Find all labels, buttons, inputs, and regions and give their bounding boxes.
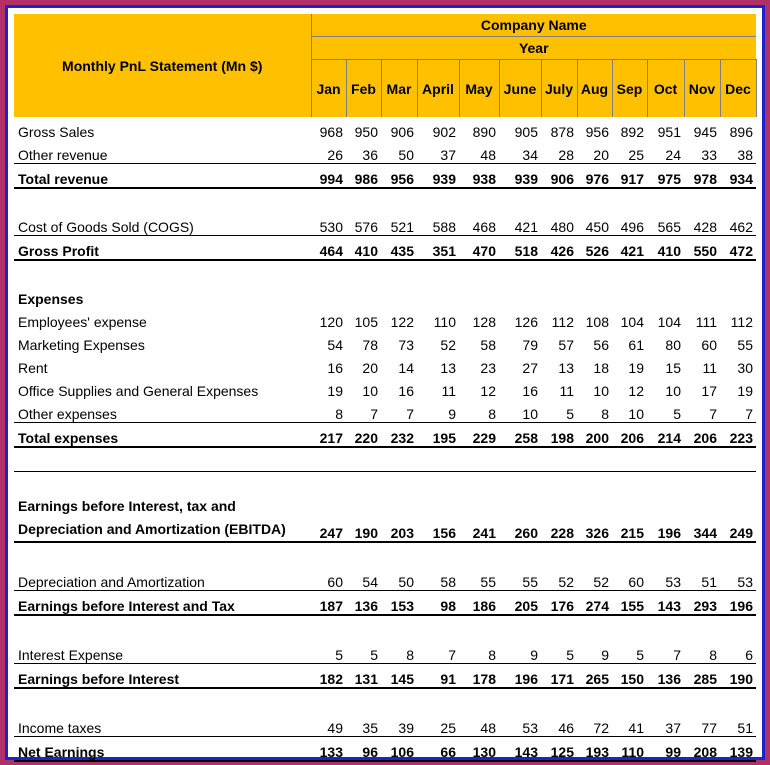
- cell-value: 975: [647, 164, 684, 189]
- cell-value: 198: [541, 423, 577, 448]
- cell-value: 7: [673, 647, 681, 663]
- cell-value: 13: [558, 360, 574, 376]
- row-label: Rent: [18, 360, 48, 376]
- cell-value: 203: [390, 525, 414, 541]
- cell-value: 215: [620, 525, 644, 541]
- table-row: [14, 591, 756, 616]
- cell-value: 35: [362, 720, 378, 736]
- cell-value: 938: [459, 164, 499, 189]
- cell-value: 49: [327, 720, 343, 736]
- cell-value: 24: [665, 147, 681, 163]
- cell-value: 54: [362, 574, 378, 590]
- cell-value: 13: [440, 360, 456, 376]
- expenses-heading: Expenses: [18, 291, 84, 307]
- cell-value: 52: [440, 337, 456, 353]
- cell-value: 48: [480, 720, 496, 736]
- cell-value: 66: [417, 737, 459, 762]
- cell-value: 18: [593, 360, 609, 376]
- cell-value: 249: [729, 525, 753, 541]
- cell-value: 25: [628, 147, 644, 163]
- cell-value: 200: [577, 423, 612, 448]
- cell-value: 26: [327, 147, 343, 163]
- row-label: Employees' expense: [18, 314, 147, 330]
- cell-value: 130: [459, 737, 499, 762]
- cell-value: 14: [398, 360, 414, 376]
- cell-value: 122: [390, 314, 414, 330]
- cell-value: 25: [440, 720, 456, 736]
- table-row: [14, 495, 756, 542]
- cell-value: 36: [362, 147, 378, 163]
- cell-value: 28: [558, 147, 574, 163]
- cell-value: 214: [647, 423, 684, 448]
- cell-value: 470: [459, 236, 499, 261]
- cell-value: 186: [459, 591, 499, 616]
- cell-value: 480: [550, 219, 574, 235]
- cell-value: 96: [346, 737, 381, 762]
- row-label: Other revenue: [18, 147, 108, 163]
- cell-value: 496: [620, 219, 644, 235]
- cell-value: 34: [522, 147, 538, 163]
- cell-value: 5: [673, 406, 681, 422]
- cell-value: 20: [362, 360, 378, 376]
- month-header: Aug: [577, 60, 612, 118]
- cell-value: 206: [684, 423, 720, 448]
- month-header: Jan: [311, 60, 346, 118]
- month-header: May: [459, 60, 499, 118]
- cell-value: 12: [628, 383, 644, 399]
- cell-value: 30: [737, 360, 753, 376]
- cell-value: 588: [432, 219, 456, 235]
- cell-value: 934: [720, 164, 756, 189]
- cell-value: 8: [601, 406, 609, 422]
- cell-value: 99: [647, 737, 684, 762]
- cell-value: 6: [745, 647, 753, 663]
- row-label: Other expenses: [18, 406, 117, 422]
- month-header: July: [541, 60, 577, 118]
- cell-value: 11: [702, 360, 717, 376]
- cell-value: 951: [657, 124, 681, 140]
- row-label: Net Earnings: [14, 737, 311, 762]
- cell-value: 37: [665, 720, 681, 736]
- cell-value: 247: [319, 525, 343, 541]
- cell-value: 104: [657, 314, 681, 330]
- cell-value: 60: [701, 337, 717, 353]
- cell-value: 550: [684, 236, 720, 261]
- cell-value: 241: [472, 525, 496, 541]
- cell-value: 8: [488, 406, 496, 422]
- ebitda-label-line2: Depreciation and Amortization (EBITDA): [18, 521, 286, 537]
- cell-value: 265: [577, 664, 612, 689]
- cell-value: 939: [417, 164, 459, 189]
- cell-value: 7: [745, 406, 753, 422]
- cell-value: 128: [472, 314, 496, 330]
- month-header: Dec: [720, 60, 756, 118]
- cell-value: 33: [701, 147, 717, 163]
- cell-value: 260: [514, 525, 538, 541]
- cell-value: 530: [319, 219, 343, 235]
- table-row: [14, 737, 756, 762]
- cell-value: 60: [628, 574, 644, 590]
- month-header: Nov: [684, 60, 720, 118]
- cell-value: 171: [541, 664, 577, 689]
- cell-value: 10: [665, 383, 681, 399]
- table-row: [14, 164, 756, 189]
- cell-value: 108: [585, 314, 609, 330]
- cell-value: 285: [684, 664, 720, 689]
- cell-value: 428: [693, 219, 717, 235]
- cell-value: 16: [398, 383, 414, 399]
- cell-value: 60: [327, 574, 343, 590]
- cell-value: 182: [311, 664, 346, 689]
- table-row: [14, 615, 756, 664]
- row-label: Income taxes: [18, 720, 102, 736]
- cell-value: 10: [522, 406, 538, 422]
- row-label: Interest Expense: [18, 647, 124, 663]
- cell-value: 196: [657, 525, 681, 541]
- cell-value: 55: [522, 574, 538, 590]
- cell-value: 38: [737, 147, 753, 163]
- cell-value: 56: [593, 337, 609, 353]
- cell-value: 193: [577, 737, 612, 762]
- table-row: [14, 353, 756, 376]
- cell-value: 131: [346, 664, 381, 689]
- cell-value: 187: [311, 591, 346, 616]
- cell-value: 8: [488, 647, 496, 663]
- cell-value: 896: [729, 124, 753, 140]
- cell-value: 39: [398, 720, 414, 736]
- cell-value: 190: [720, 664, 756, 689]
- cell-value: 111: [695, 314, 717, 330]
- cell-value: 16: [522, 383, 538, 399]
- cell-value: 58: [480, 337, 496, 353]
- cell-value: 155: [612, 591, 647, 616]
- cell-value: 576: [354, 219, 378, 235]
- cell-value: 917: [612, 164, 647, 189]
- cell-value: 9: [601, 647, 609, 663]
- cell-value: 16: [327, 360, 343, 376]
- cell-value: 153: [381, 591, 417, 616]
- cell-value: 104: [620, 314, 644, 330]
- cell-value: 208: [684, 737, 720, 762]
- cell-value: 351: [417, 236, 459, 261]
- cell-value: 228: [550, 525, 574, 541]
- cell-value: 126: [514, 314, 538, 330]
- row-label: Gross Profit: [14, 236, 311, 261]
- cell-value: 19: [737, 383, 753, 399]
- row-label: Total expenses: [14, 423, 311, 448]
- cell-value: 994: [311, 164, 346, 189]
- cell-value: 229: [459, 423, 499, 448]
- cell-value: 41: [628, 720, 644, 736]
- table-row: [14, 542, 756, 591]
- cell-value: 51: [701, 574, 717, 590]
- cell-value: 293: [684, 591, 720, 616]
- cell-value: 136: [647, 664, 684, 689]
- cell-value: 521: [390, 219, 414, 235]
- cell-value: 112: [551, 314, 574, 330]
- table-row: [14, 117, 756, 140]
- pnl-table: [14, 14, 757, 762]
- year-label: Year: [311, 37, 756, 60]
- cell-value: 73: [398, 337, 414, 353]
- statement-title: Monthly PnL Statement (Mn $): [14, 14, 311, 117]
- cell-value: 19: [327, 383, 343, 399]
- cell-value: 468: [472, 219, 496, 235]
- cell-value: 176: [541, 591, 577, 616]
- row-label: Office Supplies and General Expenses: [18, 383, 259, 399]
- cell-value: 956: [585, 124, 609, 140]
- cell-value: 8: [335, 406, 343, 422]
- cell-value: 565: [657, 219, 681, 235]
- cell-value: 52: [593, 574, 609, 590]
- table-row: [14, 212, 756, 236]
- cell-value: 110: [433, 314, 456, 330]
- cell-value: 472: [720, 236, 756, 261]
- cell-value: 53: [737, 574, 753, 590]
- month-header: Sep: [612, 60, 647, 118]
- table-row: [14, 236, 756, 261]
- cell-value: 426: [541, 236, 577, 261]
- cell-value: 9: [448, 406, 456, 422]
- cell-value: 10: [628, 406, 644, 422]
- cell-value: 190: [354, 525, 378, 541]
- cell-value: 986: [346, 164, 381, 189]
- month-header: June: [499, 60, 541, 118]
- cell-value: 8: [709, 647, 717, 663]
- cell-value: 48: [480, 147, 496, 163]
- cell-value: 5: [636, 647, 644, 663]
- cell-value: 12: [480, 383, 496, 399]
- cell-value: 8: [406, 647, 414, 663]
- cell-value: 223: [720, 423, 756, 448]
- cell-value: 5: [566, 406, 574, 422]
- cell-value: 410: [647, 236, 684, 261]
- cell-value: 23: [480, 360, 496, 376]
- cell-value: 196: [499, 664, 541, 689]
- cell-value: 55: [737, 337, 753, 353]
- cell-value: 61: [628, 337, 644, 353]
- cell-value: 120: [319, 314, 343, 330]
- cell-value: 178: [459, 664, 499, 689]
- month-header: April: [417, 60, 459, 118]
- cell-value: 50: [398, 147, 414, 163]
- table-row: [14, 307, 756, 330]
- month-header: Mar: [381, 60, 417, 118]
- month-header: Feb: [346, 60, 381, 118]
- cell-value: 7: [709, 406, 717, 422]
- cell-value: 7: [406, 406, 414, 422]
- cell-value: 37: [440, 147, 456, 163]
- cell-value: 892: [620, 124, 644, 140]
- cell-value: 945: [693, 124, 717, 140]
- row-label: Marketing Expenses: [18, 337, 145, 353]
- cell-value: 53: [665, 574, 681, 590]
- cell-value: 106: [381, 737, 417, 762]
- cell-value: 906: [541, 164, 577, 189]
- cell-value: 139: [720, 737, 756, 762]
- cell-value: 58: [440, 574, 456, 590]
- cell-value: 344: [693, 525, 717, 541]
- cell-value: 518: [499, 236, 541, 261]
- row-label: Earnings before Interest: [14, 664, 311, 689]
- cell-value: 421: [612, 236, 647, 261]
- cell-value: 217: [311, 423, 346, 448]
- cell-value: 19: [628, 360, 644, 376]
- row-label: Earnings before Interest and Tax: [14, 591, 311, 616]
- table-row: [14, 399, 756, 423]
- cell-value: 978: [684, 164, 720, 189]
- ebitda-label-line1: Earnings before Interest, tax and: [18, 498, 236, 514]
- cell-value: 410: [346, 236, 381, 261]
- cell-value: 205: [499, 591, 541, 616]
- cell-value: 143: [647, 591, 684, 616]
- cell-value: 10: [362, 383, 378, 399]
- row-label: Total revenue: [14, 164, 311, 189]
- cell-value: 57: [558, 337, 574, 353]
- table-row: [14, 664, 756, 689]
- cell-value: 51: [737, 720, 753, 736]
- cell-value: 91: [417, 664, 459, 689]
- cell-value: 968: [319, 124, 343, 140]
- cell-value: 110: [612, 737, 647, 762]
- cell-value: 17: [701, 383, 717, 399]
- cell-value: 464: [311, 236, 346, 261]
- cell-value: 950: [354, 124, 378, 140]
- cell-value: 258: [499, 423, 541, 448]
- cell-value: 79: [522, 337, 538, 353]
- cell-value: 10: [593, 383, 609, 399]
- cell-value: 156: [432, 525, 456, 541]
- table-row: [14, 688, 756, 737]
- cell-value: 906: [390, 124, 414, 140]
- cell-value: 421: [514, 219, 538, 235]
- cell-value: 55: [480, 574, 496, 590]
- company-name: Company Name: [480, 17, 587, 33]
- cell-value: 11: [559, 383, 574, 399]
- cell-value: 150: [612, 664, 647, 689]
- cell-value: 905: [514, 124, 538, 140]
- cell-value: 232: [381, 423, 417, 448]
- row-label: Gross Sales: [18, 124, 95, 140]
- cell-value: 50: [398, 574, 414, 590]
- table-row: [14, 140, 756, 164]
- cell-value: 133: [311, 737, 346, 762]
- cell-value: 145: [381, 664, 417, 689]
- cell-value: 7: [370, 406, 378, 422]
- cell-value: 9: [530, 647, 538, 663]
- cell-value: 462: [729, 219, 753, 235]
- cell-value: 125: [541, 737, 577, 762]
- cell-value: 450: [585, 219, 609, 235]
- cell-value: 435: [381, 236, 417, 261]
- cell-value: 326: [585, 525, 609, 541]
- cell-value: 195: [417, 423, 459, 448]
- cell-value: 5: [335, 647, 343, 663]
- cell-value: 52: [558, 574, 574, 590]
- cell-value: 15: [665, 360, 681, 376]
- row-label: Cost of Goods Sold (COGS): [18, 219, 194, 235]
- cell-value: 54: [327, 337, 343, 353]
- cell-value: 78: [362, 337, 378, 353]
- cell-value: 11: [441, 383, 456, 399]
- table-row: [14, 423, 756, 448]
- cell-value: 143: [499, 737, 541, 762]
- cell-value: 20: [593, 147, 609, 163]
- table-row: [14, 330, 756, 353]
- cell-value: 274: [577, 591, 612, 616]
- cell-value: 976: [577, 164, 612, 189]
- cell-value: 98: [417, 591, 459, 616]
- cell-value: 77: [701, 720, 717, 736]
- cell-value: 72: [593, 720, 609, 736]
- cell-value: 902: [432, 124, 456, 140]
- cell-value: 220: [346, 423, 381, 448]
- cell-value: 890: [472, 124, 496, 140]
- cell-value: 105: [354, 314, 378, 330]
- cell-value: 112: [730, 314, 753, 330]
- cell-value: 46: [558, 720, 574, 736]
- cell-value: 939: [499, 164, 541, 189]
- cell-value: 878: [550, 124, 574, 140]
- cell-value: 53: [522, 720, 538, 736]
- cell-value: 5: [370, 647, 378, 663]
- cell-value: 526: [577, 236, 612, 261]
- cell-value: 27: [522, 360, 538, 376]
- cell-value: 956: [381, 164, 417, 189]
- cell-value: 196: [720, 591, 756, 616]
- row-label: Depreciation and Amortization: [18, 574, 205, 590]
- cell-value: 80: [665, 337, 681, 353]
- table-row: [14, 376, 756, 399]
- cell-value: 5: [566, 647, 574, 663]
- cell-value: 136: [346, 591, 381, 616]
- cell-value: 7: [448, 647, 456, 663]
- month-header: Oct: [647, 60, 684, 118]
- ebitda-label: [14, 495, 311, 542]
- section-heading-row: [14, 284, 756, 307]
- cell-value: 206: [612, 423, 647, 448]
